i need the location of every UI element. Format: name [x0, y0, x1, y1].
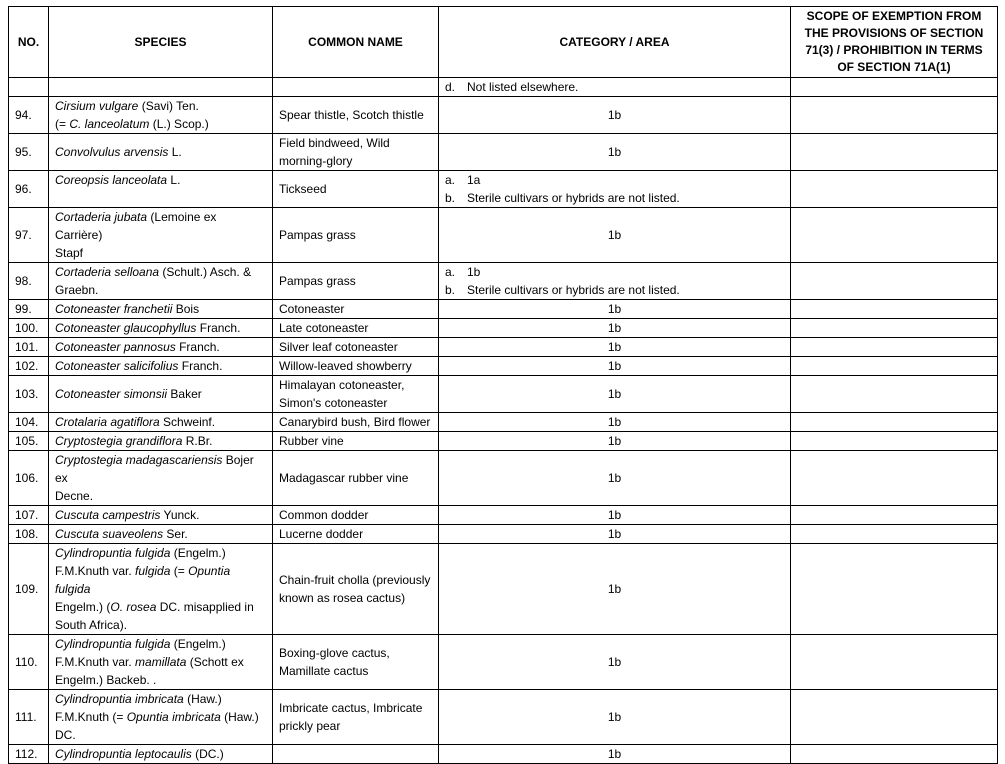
cell-category — [439, 171, 791, 208]
table-row — [9, 506, 998, 525]
cell-no: 108. — [9, 525, 49, 544]
cell-no: 99. — [9, 300, 49, 319]
cell-category: 1b — [439, 357, 791, 376]
table-row — [9, 97, 998, 134]
cell-common-name — [273, 78, 439, 97]
cell-no: 100. — [9, 319, 49, 338]
cell-scope — [791, 376, 998, 413]
cell-no: 96. — [9, 171, 49, 208]
cell-no — [9, 78, 49, 97]
cell-common-name: Spear thistle, Scotch thistle — [273, 97, 439, 134]
cell-scope — [791, 544, 998, 635]
table-row — [9, 338, 998, 357]
cell-scope — [791, 319, 998, 338]
header-category: CATEGORY / AREA — [439, 7, 791, 78]
cell-species: Crotalaria agatiflora Schweinf. — [49, 413, 273, 432]
table-body — [9, 78, 998, 764]
cell-scope — [791, 357, 998, 376]
cell-common-name: Pampas grass — [273, 263, 439, 300]
cell-category: 1b — [439, 338, 791, 357]
species-table — [8, 6, 998, 764]
cell-no: 104. — [9, 413, 49, 432]
cell-no: 110. — [9, 635, 49, 690]
table-row — [9, 134, 998, 171]
table-row — [9, 300, 998, 319]
cell-category: 1b — [439, 134, 791, 171]
cell-no: 102. — [9, 357, 49, 376]
cell-no: 105. — [9, 432, 49, 451]
table-row — [9, 263, 998, 300]
cell-category: 1b — [439, 319, 791, 338]
cell-category: 1b — [439, 300, 791, 319]
cell-common-name: Willow-leaved showberry — [273, 357, 439, 376]
table-row — [9, 319, 998, 338]
cell-no: 106. — [9, 451, 49, 506]
cell-common-name: Canarybird bush, Bird flower — [273, 413, 439, 432]
cell-common-name: Field bindweed, Wild morning-glory — [273, 134, 439, 171]
cell-species: Cryptostegia madagascariensis Bojer ex Decne. — [49, 451, 273, 506]
cell-species: Cotoneaster franchetii Bois — [49, 300, 273, 319]
table-row — [9, 413, 998, 432]
cell-scope — [791, 506, 998, 525]
list-label: a. — [445, 265, 456, 279]
cell-common-name: Late cotoneaster — [273, 319, 439, 338]
cell-common-name: Cotoneaster — [273, 300, 439, 319]
table-row — [9, 451, 998, 506]
cell-category: 1b — [439, 97, 791, 134]
list-label: b. — [445, 191, 456, 205]
cell-species: Cotoneaster glaucophyllus Franch. — [49, 319, 273, 338]
list-label: d. — [445, 80, 456, 94]
cell-species: Coreopsis lanceolata L. — [49, 171, 273, 208]
cell-common-name: Pampas grass — [273, 208, 439, 263]
cell-no: 94. — [9, 97, 49, 134]
cell-species: Cortaderia selloana (Schult.) Asch. & Graebn. — [49, 263, 273, 300]
cell-category: 1b — [439, 413, 791, 432]
cell-common-name: Tickseed — [273, 171, 439, 208]
cell-scope — [791, 745, 998, 764]
list-text: Sterile cultivars or hybrids are not listed. — [467, 283, 680, 297]
cell-species: Convolvulus arvensis L. — [49, 134, 273, 171]
cell-species: Cylindropuntia leptocaulis (DC.) — [49, 745, 273, 764]
cell-no: 98. — [9, 263, 49, 300]
category-list-item — [445, 263, 784, 281]
list-label: a. — [445, 173, 456, 187]
cell-species: Cortaderia jubata (Lemoine ex Carrière) Stapf — [49, 208, 273, 263]
table-row — [9, 635, 998, 690]
cell-category: 1b — [439, 690, 791, 745]
header-species: SPECIES — [49, 7, 273, 78]
cell-species: Cotoneaster salicifolius Franch. — [49, 357, 273, 376]
category-list-item — [445, 189, 784, 207]
cell-scope — [791, 134, 998, 171]
cell-species: Cotoneaster pannosus Franch. — [49, 338, 273, 357]
cell-no: 109. — [9, 544, 49, 635]
cell-category: 1b — [439, 544, 791, 635]
header-no: NO. — [9, 7, 49, 78]
cell-scope — [791, 78, 998, 97]
list-text: Not listed elsewhere. — [467, 80, 579, 94]
cell-no: 107. — [9, 506, 49, 525]
cell-no: 95. — [9, 134, 49, 171]
cell-common-name: Boxing-glove cactus, Mamillate cactus — [273, 635, 439, 690]
cell-scope — [791, 263, 998, 300]
cell-scope — [791, 690, 998, 745]
cell-scope — [791, 451, 998, 506]
table-row — [9, 525, 998, 544]
continuation-row — [9, 78, 998, 97]
cell-species: Cotoneaster simonsii Baker — [49, 376, 273, 413]
table-row — [9, 432, 998, 451]
cell-scope — [791, 171, 998, 208]
cell-common-name: Chain-fruit cholla (previously known as rosea cactus) — [273, 544, 439, 635]
cell-category — [439, 263, 791, 300]
cell-category: 1b — [439, 432, 791, 451]
cell-category: 1b — [439, 451, 791, 506]
cell-common-name: Rubber vine — [273, 432, 439, 451]
cell-scope — [791, 97, 998, 134]
cell-common-name: Himalayan cotoneaster, Simon's cotoneaster — [273, 376, 439, 413]
cell-category: 1b — [439, 635, 791, 690]
cell-category: 1b — [439, 376, 791, 413]
cell-no: 103. — [9, 376, 49, 413]
cell-no: 97. — [9, 208, 49, 263]
cell-scope — [791, 338, 998, 357]
cell-scope — [791, 432, 998, 451]
cell-common-name — [273, 745, 439, 764]
cell-scope — [791, 635, 998, 690]
cell-common-name: Silver leaf cotoneaster — [273, 338, 439, 357]
list-text: Sterile cultivars or hybrids are not listed. — [467, 191, 680, 205]
cell-category: 1b — [439, 525, 791, 544]
cell-scope — [791, 525, 998, 544]
cell-no: 111. — [9, 690, 49, 745]
table-row — [9, 171, 998, 208]
cell-species: Cuscuta campestris Yunck. — [49, 506, 273, 525]
list-label: b. — [445, 283, 456, 297]
table-row — [9, 745, 998, 764]
cell-common-name: Common dodder — [273, 506, 439, 525]
table-row — [9, 544, 998, 635]
list-text: 1b — [467, 265, 481, 279]
cell-species: Cylindropuntia fulgida (Engelm.) F.M.Knuth var. fulgida (= Opuntia fulgida Engelm.) (O. rosea DC. misapplied in South Africa). — [49, 544, 273, 635]
table-row — [9, 357, 998, 376]
cell-category: 1b — [439, 208, 791, 263]
cell-category: 1b — [439, 745, 791, 764]
category-list-item — [445, 281, 784, 299]
category-list-item — [445, 171, 784, 189]
cell-species — [49, 78, 273, 97]
cell-species: Cylindropuntia fulgida (Engelm.) F.M.Knuth var. mamillata (Schott ex Engelm.) Backeb. . — [49, 635, 273, 690]
header-common-name: COMMON NAME — [273, 7, 439, 78]
header-scope: SCOPE OF EXEMPTION FROM THE PROVISIONS OF SECTION 71(3) / PROHIBITION IN TERMS OF SECTION 71A(1) — [791, 7, 998, 78]
cell-no: 112. — [9, 745, 49, 764]
cell-common-name: Lucerne dodder — [273, 525, 439, 544]
cell-species: Cirsium vulgare (Savi) Ten. (= C. lanceolatum (L.) Scop.) — [49, 97, 273, 134]
cell-category — [439, 78, 791, 97]
table-row — [9, 690, 998, 745]
cell-species: Cylindropuntia imbricata (Haw.) F.M.Knuth (= Opuntia imbricata (Haw.) DC. — [49, 690, 273, 745]
cell-scope — [791, 413, 998, 432]
cell-species: Cryptostegia grandiflora R.Br. — [49, 432, 273, 451]
cell-scope — [791, 208, 998, 263]
cell-common-name: Imbricate cactus, Imbricate prickly pear — [273, 690, 439, 745]
cell-species: Cuscuta suaveolens Ser. — [49, 525, 273, 544]
cell-scope — [791, 300, 998, 319]
table-row — [9, 376, 998, 413]
cell-common-name: Madagascar rubber vine — [273, 451, 439, 506]
cell-no: 101. — [9, 338, 49, 357]
cell-category: 1b — [439, 506, 791, 525]
list-text: 1a — [467, 173, 481, 187]
table-header — [9, 7, 998, 78]
table-row — [9, 208, 998, 263]
